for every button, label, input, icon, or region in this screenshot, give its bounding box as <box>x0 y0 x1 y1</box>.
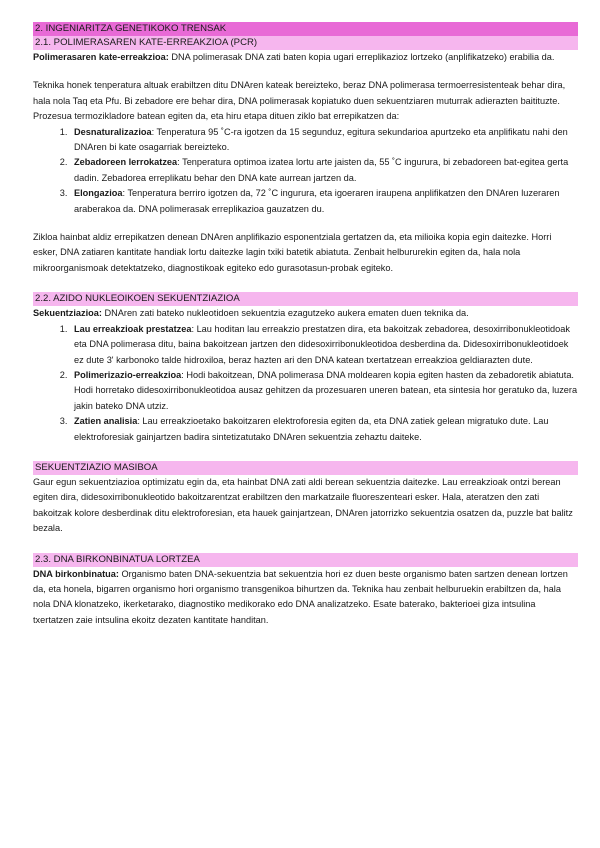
pcr-heading: 2.1. POLIMERASAREN KATE-ERREAKZIOA (PCR) <box>33 36 578 50</box>
list-item <box>70 186 578 217</box>
step-term: Zatien analisia <box>74 416 138 427</box>
pcr-steps-list <box>33 125 578 217</box>
list-item <box>70 368 578 414</box>
pcr-definition <box>33 50 578 65</box>
mass-sequencing-paragraph: Gaur egun sekuentziazioa optimizatu egin da, eta hainbat DNA zati aldi berean sekuentzia daitezke. Lau erreakzioak ontzi berean egiten dira, didesoxirribonukleotido bakoitzarentzat erabiltzen den markatzaile fluoreszenteari esker. Hala, ateratzen den zati bakoitzak kolore desberdinak ditu elektroforesian, eta hauek gainjartzean, DNAren jatorrizko sekuentzia osatzen da, puzzle bat balitz bezala. <box>33 476 573 534</box>
list-item <box>70 322 578 368</box>
sequencing-definition <box>33 306 578 321</box>
step-text: : Tenperatura optimoa izatea lortu arte jaisten da, 55 ˚C ingurura, bi zebadoreen bat-egitea gerta dadin. Zebadorea erreplikatu behar den DNA kate aurrean jartzen da. <box>74 157 569 183</box>
mass-sequencing-heading: SEKUENTZIAZIO MASIBOA <box>33 461 578 475</box>
sequencing-definition-text: DNAren zati bateko nukleotidoen sekuentzia ezagutzeko aukera ematen duen teknika da. <box>101 308 469 319</box>
recombinant-dna-heading: 2.3. DNA BIRKONBINATUA LORTZEA <box>33 553 578 567</box>
sequencing-definition-term: Sekuentziazioa: <box>33 308 102 319</box>
list-item <box>70 414 578 445</box>
chapter-heading: 2. INGENIARITZA GENETIKOKO TRENSAK <box>33 22 578 36</box>
recombinant-dna-term: DNA birkonbinatua: <box>33 568 119 579</box>
step-text: : Tenperatura 95 ˚C-ra igotzen da 15 segunduz, egitura sekundarioa apurtzeko eta anplifikatu nahi den DNAren bi kate osagarriak bereizteko. <box>74 126 568 153</box>
document-page <box>33 22 578 628</box>
pcr-definition-text: DNA polimerasak DNA zati baten kopia ugari erreplikazioz lortzeko (anplifikatzeko) erabilia da. <box>168 52 555 62</box>
step-text: : Lau erreakzioetako bakoitzaren elektroforesia egiten da, eta DNA zatiek gelean migratuko dute. Lau elektroforesiak gainjartzen badira sintetizatutako DNAren sekuentzia zehaztu daiteke. <box>74 416 549 442</box>
sequencing-heading: 2.2. AZIDO NUKLEOIKOEN SEKUENTZIAZIOA <box>33 292 578 306</box>
step-text: : Hodi bakoitzean, DNA polimerasa DNA moldearen kopia egiten hasten da zebadoretik abiatuta. Hodi horretako didesoxirribonukleotidoa ausaz gehitzen da prozesuaren uneren batean, eta sintesia hor geratuko da, luzera jakin bateko DNA utziz. <box>74 369 578 411</box>
step-term: Polimerizazio-erreakzioa <box>74 369 182 380</box>
list-item <box>70 155 578 186</box>
pcr-definition-term: Polimerasaren kate-erreakzioa: <box>33 52 169 62</box>
step-text: : Tenperatura berriro igotzen da, 72 ˚C ingurura, eta igoeraren iraupena anplifikatzen den DNAren luzeraren araberakoa da. DNA polimerasak erreplikazioa gauzatzen du. <box>74 188 560 214</box>
recombinant-dna-definition <box>33 567 578 629</box>
pcr-paragraph-2: Zikloa hainbat aldiz errepikatzen denean DNAren anplifikazio esponentziala gertatzen da, eta milioika kopia egin daitezke. Horri esker, DNA zatiaren kantitate handiak lortu daitezke lagin txiki batetik abiatuta. Zenbait helbururekin egiten da, hala nola mikroorganismoak detektatzeko, diagnostikoak egiteko edo gurasotasun-probak egiteko. <box>33 232 552 273</box>
step-term: Desnaturalizazioa <box>74 126 152 137</box>
step-term: Zebadoreen lerrokatzea <box>74 157 178 168</box>
step-term: Lau erreakzioak prestatzea <box>74 323 192 334</box>
list-item <box>70 125 578 156</box>
sequencing-steps-list <box>33 322 578 445</box>
recombinant-dna-text: Organismo baten DNA-sekuentzia bat sekuentzia hori ez duen beste organismo baten sartzen denean lortzen da, eta honela, bigarren organismo hori organismo transgenikoa bihurtzen da. Teknika hau zenbait helburuekin erabiltzen da, hala nola DNA klonatzeko, ikerketarako, diagnostiko medikorako edo DNA analizatzeko. Esate baterako, bakterioei giza intsulina txertatzen zaie intsulina ekoitz dezaten kantitate handitan. <box>33 568 568 625</box>
pcr-paragraph-1: Teknika honek tenperatura altuak erabiltzen ditu DNAren kateak bereizteko, beraz DNA polimerasa termoerresistenteak behar dira, hala nola Taq eta Pfu. Bi zebadore ere behar dira, DNA polimerasak kopiatuko duen sekuentziaren muturrak adierazten baitituzte. Prozesua termozikladore batean egiten da, eta hiru etapa dituen ziklo bat errepikatzen da: <box>33 80 566 122</box>
step-text: : Lau hoditan lau erreakzio prestatzen dira, eta bakoitzak zebadorea, desoxirribonukleotidoak eta DNA polimerasa ditu, baina bakoitzean jartzen den didesoxirribonukleotidoa desberdina da. Didesoxirribonukleotidoek ez dute 3' karbonoko talde hidroxiloa, beraz hazten ari den DNA katean txertatzean erreakzioa geldiarazten dute. <box>74 323 570 365</box>
step-term: Elongazioa <box>74 188 123 199</box>
